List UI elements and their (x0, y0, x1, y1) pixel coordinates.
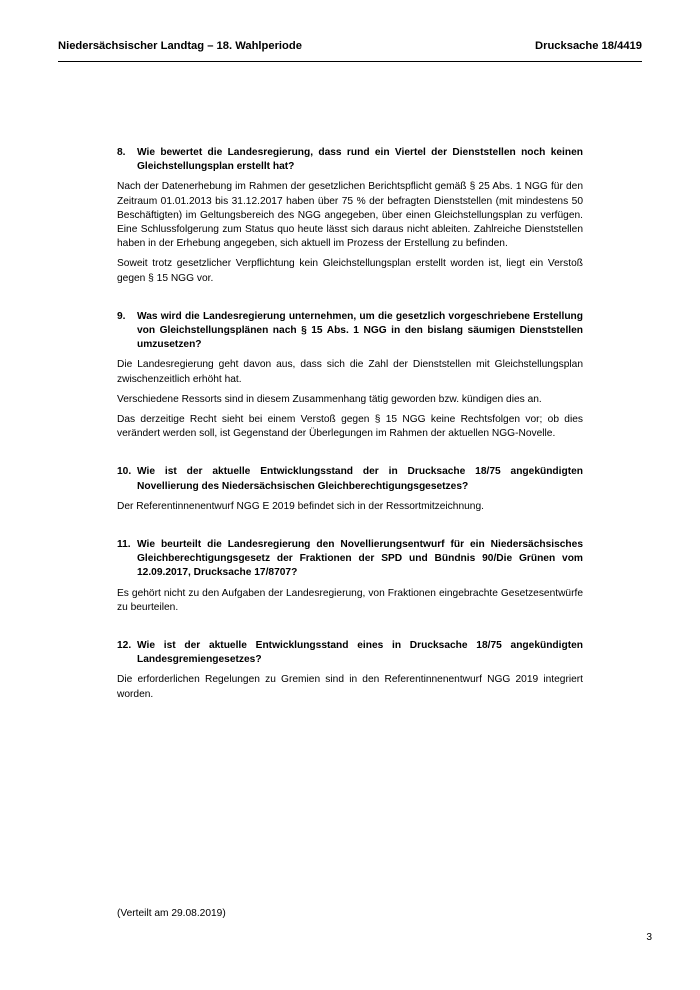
question-number: 9. (117, 310, 126, 322)
question-11 (117, 538, 583, 581)
question-8 (117, 146, 583, 174)
question-number: 8. (117, 147, 126, 158)
qa-block-11 (117, 538, 583, 615)
question-number: 11. (117, 539, 131, 551)
question-text: Was wird die Landesregierung unternehmen, um die gesetzlich vorgeschriebene Erstellung von Gleichstellungsplänen nach § 15 Abs. 1 NGG in den bislang säumigen Dienststellen umzusetzen? (137, 310, 583, 351)
question-10 (117, 465, 583, 493)
question-number: 12. (117, 640, 132, 652)
question-text: Wie bewertet die Landesregierung, dass rund ein Viertel der Dienststellen noch keinen Gleichstellungsplan erstellt hat? (137, 147, 583, 173)
header-parliament: Niedersächsischer Landtag – 18. Wahlperiode (58, 40, 302, 52)
document-body (117, 146, 583, 726)
answer-paragraph: Die Landesregierung geht davon aus, dass sich die Zahl der Dienststellen mit Gleichstellungsplan zwischenzeitlich erhöht hat. (117, 359, 583, 385)
qa-block-10 (117, 465, 583, 514)
answer-paragraph: Das derzeitige Recht sieht bei einem Verstoß gegen § 15 NGG keine Rechtsfolgen vor; ob dies verändert werden soll, ist Gegenstand der Überlegungen im Rahmen der aktuellen NGG-Novelle. (117, 414, 583, 440)
page-header (58, 40, 642, 52)
qa-block-12 (117, 639, 583, 702)
question-text: Wie ist der aktuelle Entwicklungsstand der in Drucksache 18/75 angekündigten Novellierung des Niedersächsischen Gleichberechtigungsgesetzes? (137, 466, 583, 492)
question-number: 10. (117, 466, 132, 478)
question-text: Wie ist der aktuelle Entwicklungsstand eines in Drucksache 18/75 angekündigten Landesgremiengesetzes? (137, 640, 583, 666)
header-document-number: Drucksache 18/4419 (535, 40, 642, 52)
answer-paragraph: Verschiedene Ressorts sind in diesem Zusammenhang tätig geworden bzw. kündigen dies an. (117, 393, 542, 405)
header-divider (58, 61, 642, 62)
qa-block-8 (117, 146, 583, 286)
qa-block-9 (117, 310, 583, 442)
page-number: 3 (646, 932, 652, 943)
distribution-date: (Verteilt am 29.08.2019) (117, 908, 226, 919)
answer-paragraph: Es gehört nicht zu den Aufgaben der Landesregierung, von Fraktionen eingebrachte Gesetzesentwürfe zu beurteilen. (117, 587, 583, 613)
answer-paragraph: Nach der Datenerhebung im Rahmen der gesetzlichen Berichtspflicht gemäß § 25 Abs. 1 NGG für den Zeitraum 01.01.2013 bis 31.12.2017 haben über 75 % der befragten Dienststellen (mit mindestens 50 Beschäftigten) im Geltungsbereich des NGG angegeben, über einen Gleichstellungsplan zu verfügen. Eine Schlussfolgerung zum Status quo heute lässt sich daraus nicht ableiten. Zahlreiche Dienststellen haben in der Erhebung angegeben, sich aktuell im Prozess der Erstellung zu befinden. (117, 181, 583, 250)
answer-paragraph: Der Referentinnenentwurf NGG E 2019 befindet sich in der Ressortmitzeichnung. (117, 500, 484, 512)
answer-paragraph: Soweit trotz gesetzlicher Verpflichtung kein Gleichstellungsplan erstellt worden ist, liegt ein Verstoß gegen § 15 NGG vor. (117, 258, 583, 284)
answer-paragraph: Die erforderlichen Regelungen zu Gremien sind in den Referentinnenentwurf NGG 2019 integriert worden. (117, 674, 583, 700)
question-12 (117, 639, 583, 667)
question-text: Wie beurteilt die Landesregierung den Novellierungsentwurf für ein Niedersächsisches Gleichberechtigungsgesetz der Fraktionen der SPD und Bündnis 90/Die Grünen vom 12.09.2017, Drucksache 17/8707? (137, 539, 583, 579)
question-9 (117, 310, 583, 353)
